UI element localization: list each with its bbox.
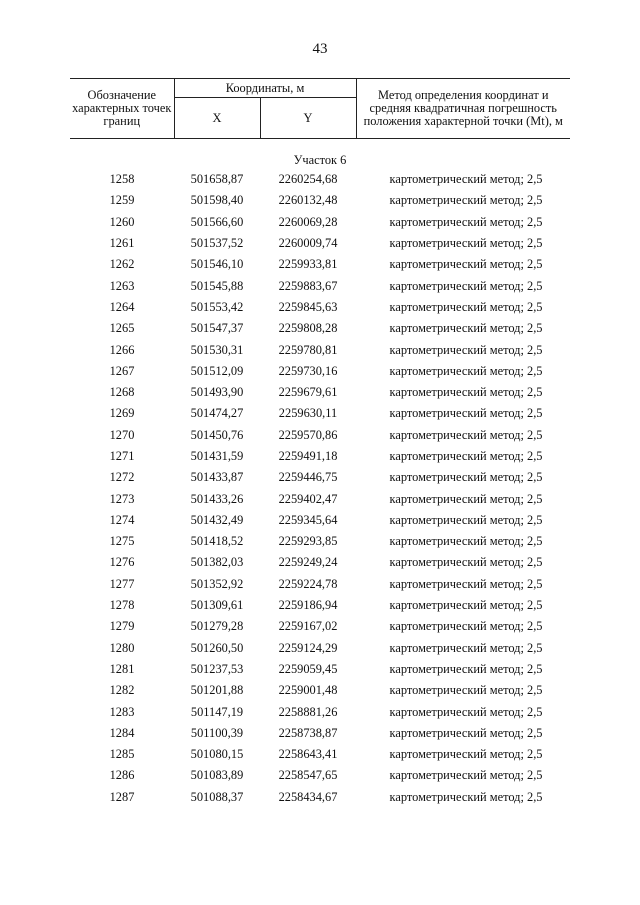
table-row	[70, 701, 570, 722]
coord-y: 2259249,24	[278, 555, 338, 570]
coord-y: 2259780,81	[278, 342, 338, 357]
method-cell: картометрический метод; 2,5	[389, 257, 543, 272]
section-title: Участок 6	[293, 152, 347, 167]
method-cell: картометрический метод; 2,5	[389, 363, 543, 378]
coord-y: 2259186,94	[278, 598, 338, 613]
coord-y: 2260254,68	[278, 172, 338, 187]
coord-y: 2259883,67	[278, 278, 338, 293]
coord-x: 501352,92	[190, 576, 244, 591]
coord-y: 2259491,18	[278, 449, 338, 463]
table-row	[70, 446, 570, 467]
coord-x: 501545,88	[190, 278, 244, 293]
point-number: 1258	[109, 172, 135, 187]
coord-y: 2259446,75	[278, 470, 338, 485]
coord-x: 501474,27	[190, 406, 244, 421]
coord-x: 501100,39	[190, 725, 244, 740]
coord-y: 2259679,61	[278, 385, 338, 400]
coord-x: 501553,42	[190, 299, 244, 314]
coord-x: 501493,90	[190, 385, 244, 400]
coord-x: 501530,31	[190, 342, 244, 357]
header-designation: Обозначение характерных точек границ	[70, 79, 174, 139]
method-cell: картометрический метод; 2,5	[389, 385, 543, 400]
method-cell: картометрический метод; 2,5	[389, 640, 543, 655]
point-number: 1284	[109, 725, 135, 740]
table-row	[70, 638, 570, 659]
coord-y: 2259293,85	[278, 534, 338, 549]
coord-x: 501432,49	[190, 512, 244, 527]
coord-x: 501537,52	[190, 236, 244, 251]
coord-y: 2259630,11	[278, 406, 338, 421]
method-cell: картометрический метод; 2,5	[389, 193, 543, 208]
coord-x: 501566,60	[190, 214, 244, 229]
coordinates-table	[70, 78, 570, 808]
coord-y: 2259124,29	[278, 640, 338, 655]
point-number: 1267	[109, 363, 135, 378]
table-row	[70, 510, 570, 531]
coord-y: 2259402,47	[278, 491, 338, 506]
coord-x: 501260,50	[190, 640, 244, 655]
coord-x: 501598,40	[190, 193, 244, 208]
method-cell: картометрический метод; 2,5	[389, 278, 543, 293]
table-row	[70, 361, 570, 382]
method-cell: картометрический метод; 2,5	[389, 321, 543, 336]
table-row	[70, 169, 570, 190]
table-row	[70, 765, 570, 786]
table-row	[70, 659, 570, 680]
point-number: 1260	[109, 214, 135, 229]
coord-x: 501382,03	[190, 555, 244, 570]
table-row	[70, 254, 570, 275]
method-cell: картометрический метод; 2,5	[389, 512, 543, 527]
method-cell: картометрический метод; 2,5	[389, 342, 543, 357]
coord-y: 2259570,86	[278, 427, 338, 442]
point-number: 1262	[109, 257, 135, 272]
table-row	[70, 297, 570, 318]
coord-y: 2259059,45	[278, 661, 338, 676]
coord-x: 501512,09	[190, 363, 244, 378]
table-row	[70, 552, 570, 573]
method-cell: картометрический метод; 2,5	[389, 747, 543, 762]
method-cell: картометрический метод; 2,5	[389, 661, 543, 676]
point-number: 1285	[109, 747, 135, 762]
coord-y: 2258434,67	[278, 789, 338, 804]
point-number: 1277	[109, 576, 135, 591]
coord-y: 2258547,65	[278, 768, 338, 783]
point-number: 1272	[109, 470, 135, 485]
method-cell: картометрический метод; 2,5	[389, 619, 543, 634]
point-number: 1271	[109, 449, 135, 463]
table-row	[70, 574, 570, 595]
method-cell: картометрический метод; 2,5	[389, 789, 543, 804]
point-number: 1276	[109, 555, 135, 570]
header-method: Метод определения координат и средняя квадратичная погрешность положения характерной точки (Mt), м	[356, 79, 570, 139]
table-row	[70, 787, 570, 808]
coord-x: 501083,89	[190, 768, 244, 783]
method-cell: картометрический метод; 2,5	[389, 236, 543, 251]
coord-y: 2258643,41	[278, 747, 338, 762]
method-cell: картометрический метод; 2,5	[389, 576, 543, 591]
coord-y: 2259001,48	[278, 683, 338, 698]
table-row	[70, 531, 570, 552]
method-cell: картометрический метод; 2,5	[389, 598, 543, 613]
coord-y: 2260009,74	[278, 236, 338, 251]
coord-x: 501547,37	[190, 321, 244, 336]
method-cell: картометрический метод; 2,5	[389, 214, 543, 229]
method-cell: картометрический метод; 2,5	[389, 683, 543, 698]
table-row	[70, 190, 570, 211]
point-number: 1279	[109, 619, 135, 634]
table-row	[70, 382, 570, 403]
coord-x: 501418,52	[190, 534, 244, 549]
table-row	[70, 212, 570, 233]
coord-x: 501546,10	[190, 257, 244, 272]
point-number: 1269	[109, 406, 135, 421]
point-number: 1283	[109, 704, 135, 719]
header-coordinates: Координаты, м	[174, 79, 356, 98]
coord-x: 501658,87	[190, 172, 244, 187]
point-number: 1265	[109, 321, 135, 336]
point-number: 1286	[109, 768, 135, 783]
coord-y: 2260132,48	[278, 193, 338, 208]
method-cell: картометрический метод; 2,5	[389, 491, 543, 506]
coord-x: 501433,26	[190, 491, 244, 506]
point-number: 1282	[109, 683, 135, 698]
method-cell: картометрический метод; 2,5	[389, 725, 543, 740]
point-number: 1261	[109, 236, 135, 251]
coord-y: 2259730,16	[278, 363, 338, 378]
table-row	[70, 318, 570, 339]
method-cell: картометрический метод; 2,5	[389, 470, 543, 485]
point-number: 1281	[109, 661, 135, 676]
table-row	[70, 595, 570, 616]
point-number: 1259	[109, 193, 135, 208]
point-number: 1266	[109, 342, 135, 357]
page-number: 43	[312, 41, 328, 57]
table-body	[70, 139, 570, 808]
coord-x: 501450,76	[190, 427, 244, 442]
table-row	[70, 233, 570, 254]
coord-x: 501080,15	[190, 747, 244, 762]
method-cell: картометрический метод; 2,5	[389, 406, 543, 421]
table-row	[70, 403, 570, 424]
method-cell: картометрический метод; 2,5	[389, 768, 543, 783]
coord-x: 501431,59	[190, 449, 244, 463]
point-number: 1263	[109, 278, 135, 293]
coord-y: 2259167,02	[278, 619, 338, 634]
table-row	[70, 616, 570, 637]
coord-y: 2259224,78	[278, 576, 338, 591]
coord-x: 501237,53	[190, 661, 244, 676]
point-number: 1275	[109, 534, 135, 549]
point-number: 1268	[109, 385, 135, 400]
coord-x: 501147,19	[190, 704, 244, 719]
table-row	[70, 488, 570, 509]
coord-y: 2258738,87	[278, 725, 338, 740]
coord-y: 2259345,64	[278, 512, 338, 527]
coord-y: 2259808,28	[278, 321, 338, 336]
point-number: 1274	[109, 512, 135, 527]
method-cell: картометрический метод; 2,5	[389, 427, 543, 442]
table-row	[70, 744, 570, 765]
header-y: Y	[260, 98, 356, 139]
table-row	[70, 339, 570, 360]
coord-y: 2259933,81	[278, 257, 338, 272]
method-cell: картометрический метод; 2,5	[389, 704, 543, 719]
coord-y: 2258881,26	[278, 704, 338, 719]
point-number: 1278	[109, 598, 135, 613]
point-number: 1270	[109, 427, 135, 442]
coord-x: 501279,28	[190, 619, 244, 634]
table-header	[70, 79, 570, 139]
point-number: 1264	[109, 299, 135, 314]
coord-x: 501201,88	[190, 683, 244, 698]
point-number: 1273	[109, 491, 135, 506]
method-cell: картометрический метод; 2,5	[389, 299, 543, 314]
point-number: 1287	[109, 789, 135, 804]
table-row	[70, 275, 570, 296]
method-cell: картометрический метод; 2,5	[389, 449, 543, 463]
header-x: X	[174, 98, 260, 139]
method-cell: картометрический метод; 2,5	[389, 555, 543, 570]
method-cell: картометрический метод; 2,5	[389, 172, 543, 187]
table-row	[70, 680, 570, 701]
point-number: 1280	[109, 640, 135, 655]
coord-y: 2259845,63	[278, 299, 338, 314]
table-row	[70, 723, 570, 744]
coord-x: 501433,87	[190, 470, 244, 485]
coord-x: 501309,61	[190, 598, 244, 613]
method-cell: картометрический метод; 2,5	[389, 534, 543, 549]
coord-x: 501088,37	[190, 789, 244, 804]
table-row	[70, 467, 570, 488]
coord-y: 2260069,28	[278, 214, 338, 229]
table-row	[70, 425, 570, 446]
